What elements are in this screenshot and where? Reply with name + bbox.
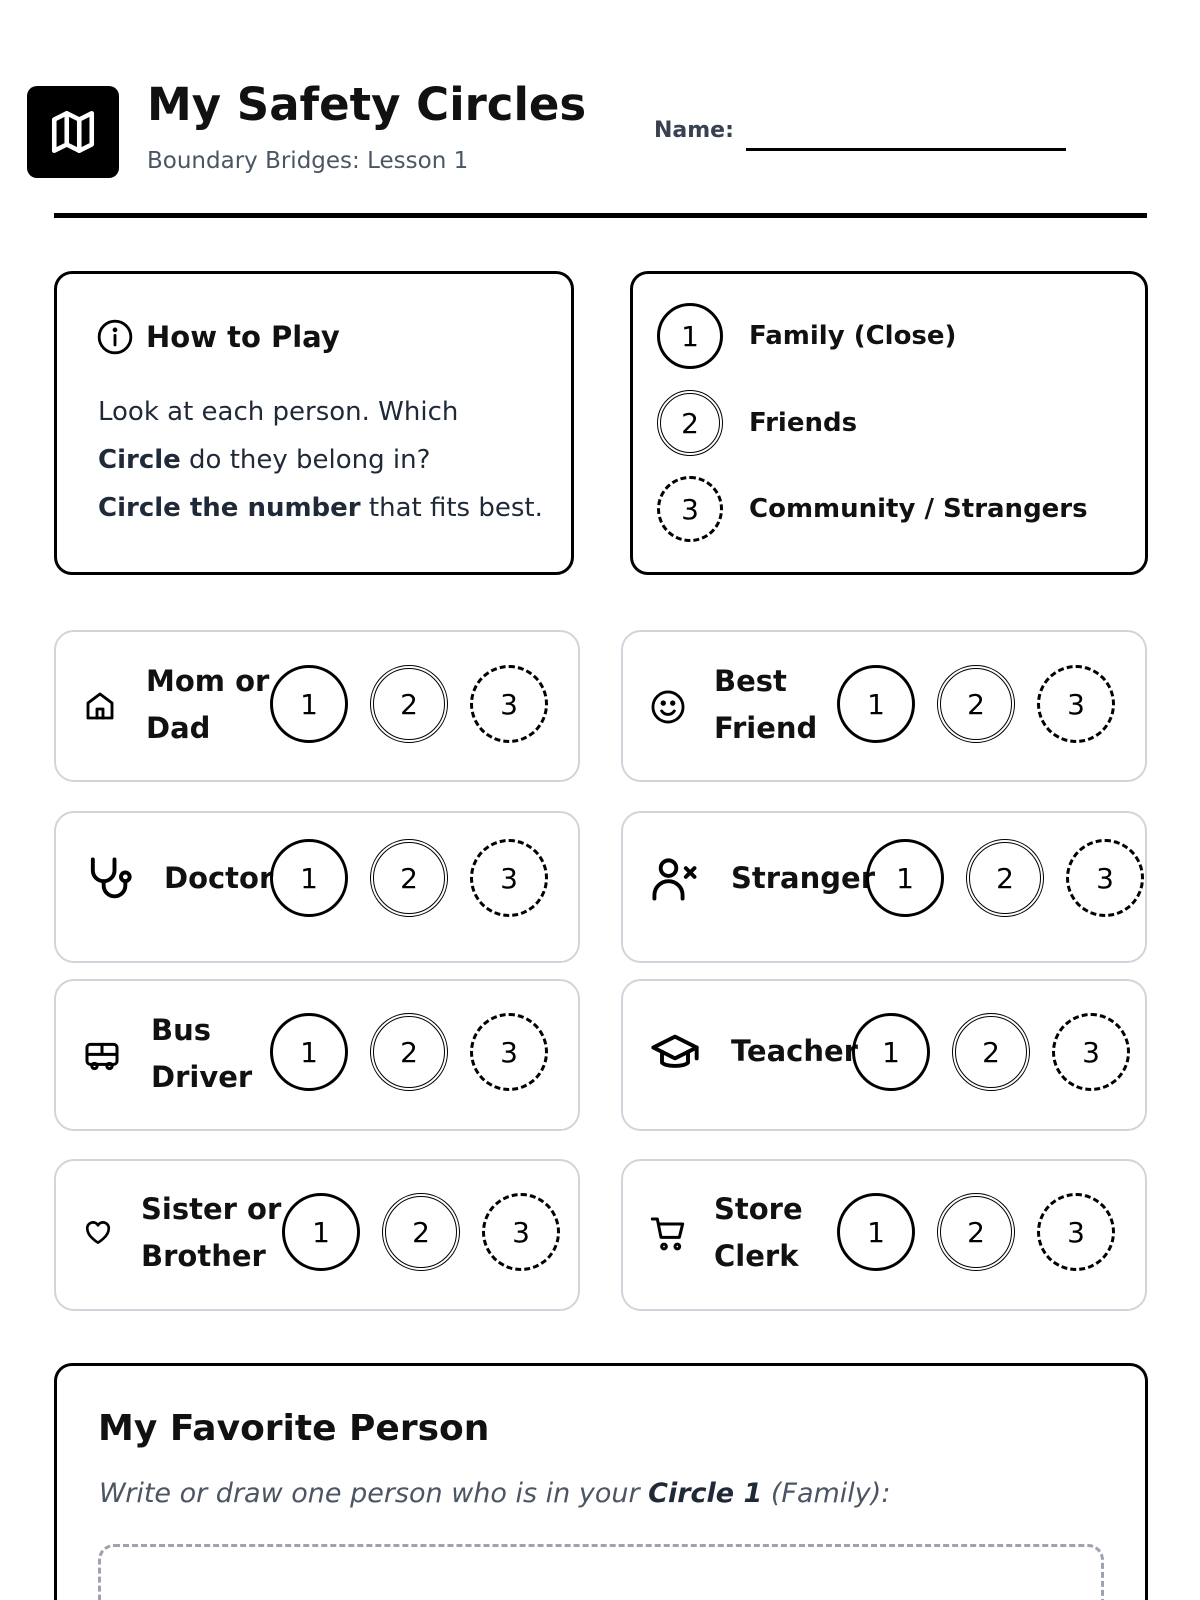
name-field[interactable]: [746, 148, 1066, 151]
choice-circle-2[interactable]: 2: [370, 1013, 448, 1091]
map-icon: [48, 107, 98, 157]
choice-circle-2[interactable]: 2: [937, 665, 1015, 743]
choice-circle-3[interactable]: 3: [470, 1013, 548, 1091]
prompt-text-start: Write or draw one person who is in your: [99, 1478, 649, 1509]
instruction-emphasis-2: Circle the number: [98, 493, 361, 523]
name-label: Name:: [654, 118, 734, 143]
choice-circle-3[interactable]: 3: [470, 665, 548, 743]
choice-circle-3[interactable]: 3: [1037, 665, 1115, 743]
person-label-line-2: Brother: [141, 1239, 266, 1273]
heart-icon: [82, 1216, 114, 1248]
legend-circle-3: 3: [657, 476, 723, 542]
choice-circle-2[interactable]: 2: [382, 1193, 460, 1271]
instruction-line-2: [98, 436, 558, 484]
choice-group: [866, 839, 1144, 917]
person-label: Doctor: [164, 861, 274, 895]
choice-circle-2[interactable]: 2: [966, 839, 1044, 917]
choice-group: [852, 1013, 1130, 1091]
choice-circle-2[interactable]: 2: [370, 839, 448, 917]
choice-circle-3[interactable]: 3: [1052, 1013, 1130, 1091]
legend-circle-1: 1: [657, 303, 723, 369]
choice-circle-3[interactable]: 3: [1037, 1193, 1115, 1271]
person-label: [141, 1186, 281, 1280]
legend-item-community: [657, 476, 1088, 542]
smile-icon: [649, 688, 687, 726]
graduation-cap-icon: [649, 1028, 701, 1080]
person-label-line-2: Driver: [151, 1060, 253, 1094]
instruction-emphasis-1: Circle: [98, 445, 181, 475]
logo: [27, 86, 119, 178]
person-label-line-2: Dad: [146, 711, 211, 745]
choice-group: [270, 839, 548, 917]
legend-circle-2: 2: [657, 390, 723, 456]
legend-label: Family (Close): [749, 321, 957, 351]
legend-label: Community / Strangers: [749, 494, 1088, 524]
person-label-line-1: Store: [714, 1192, 803, 1226]
choice-circle-1[interactable]: 1: [282, 1193, 360, 1271]
instruction-line-3: [98, 484, 558, 532]
person-label: Stranger: [731, 861, 875, 895]
info-icon: [96, 318, 134, 356]
person-label: [714, 1186, 803, 1280]
instructions: [98, 388, 558, 532]
choice-circle-1[interactable]: 1: [270, 1013, 348, 1091]
choice-circle-3[interactable]: 3: [470, 839, 548, 917]
choice-circle-1[interactable]: 1: [852, 1013, 930, 1091]
person-label: [146, 658, 269, 752]
choice-circle-2[interactable]: 2: [952, 1013, 1030, 1091]
person-label-line-2: Friend: [714, 711, 818, 745]
choice-circle-3[interactable]: 3: [482, 1193, 560, 1271]
choice-circle-1[interactable]: 1: [270, 839, 348, 917]
instruction-text-3: that fits best.: [360, 493, 543, 523]
choice-circle-1[interactable]: 1: [837, 1193, 915, 1271]
person-label: [714, 658, 817, 752]
person-label-line-1: Mom or: [146, 664, 270, 698]
choice-group: [270, 665, 548, 743]
page-title: My Safety Circles: [147, 78, 587, 131]
page-subtitle: Boundary Bridges: Lesson 1: [147, 148, 469, 174]
person-label-line-1: Bus: [151, 1013, 212, 1047]
person-label: [151, 1007, 252, 1101]
shopping-cart-icon: [649, 1214, 689, 1254]
choice-group: [837, 1193, 1115, 1271]
choice-circle-1[interactable]: 1: [866, 839, 944, 917]
choice-circle-1[interactable]: 1: [837, 665, 915, 743]
instruction-line-1: Look at each person. Which: [98, 397, 459, 427]
person-label-line-1: Best: [714, 664, 787, 698]
legend-item-family: [657, 303, 956, 369]
how-to-play-title: [96, 318, 340, 356]
legend-label: Friends: [749, 408, 858, 438]
choice-circle-2[interactable]: 2: [937, 1193, 1015, 1271]
home-icon: [82, 688, 118, 724]
favorite-person-title: My Favorite Person: [98, 1408, 490, 1449]
legend-item-friends: [657, 390, 857, 456]
user-x-icon: [649, 853, 701, 905]
prompt-text-end: (Family):: [762, 1478, 891, 1509]
choice-group: [270, 1013, 548, 1091]
drawing-area[interactable]: [98, 1544, 1104, 1600]
favorite-person-prompt: [99, 1478, 890, 1509]
bus-icon: [82, 1036, 122, 1076]
choice-circle-1[interactable]: 1: [270, 665, 348, 743]
person-label-line-1: Sister or: [141, 1192, 282, 1226]
choice-group: [282, 1193, 560, 1271]
instruction-text-2: do they belong in?: [180, 445, 431, 475]
person-label-line-2: Clerk: [714, 1239, 799, 1273]
stethoscope-icon: [82, 853, 134, 905]
choice-circle-2[interactable]: 2: [370, 665, 448, 743]
choice-circle-3[interactable]: 3: [1066, 839, 1144, 917]
prompt-emphasis: Circle 1: [648, 1478, 763, 1509]
person-label: Teacher: [731, 1034, 858, 1068]
how-to-play-heading: How to Play: [146, 320, 340, 354]
choice-group: [837, 665, 1115, 743]
